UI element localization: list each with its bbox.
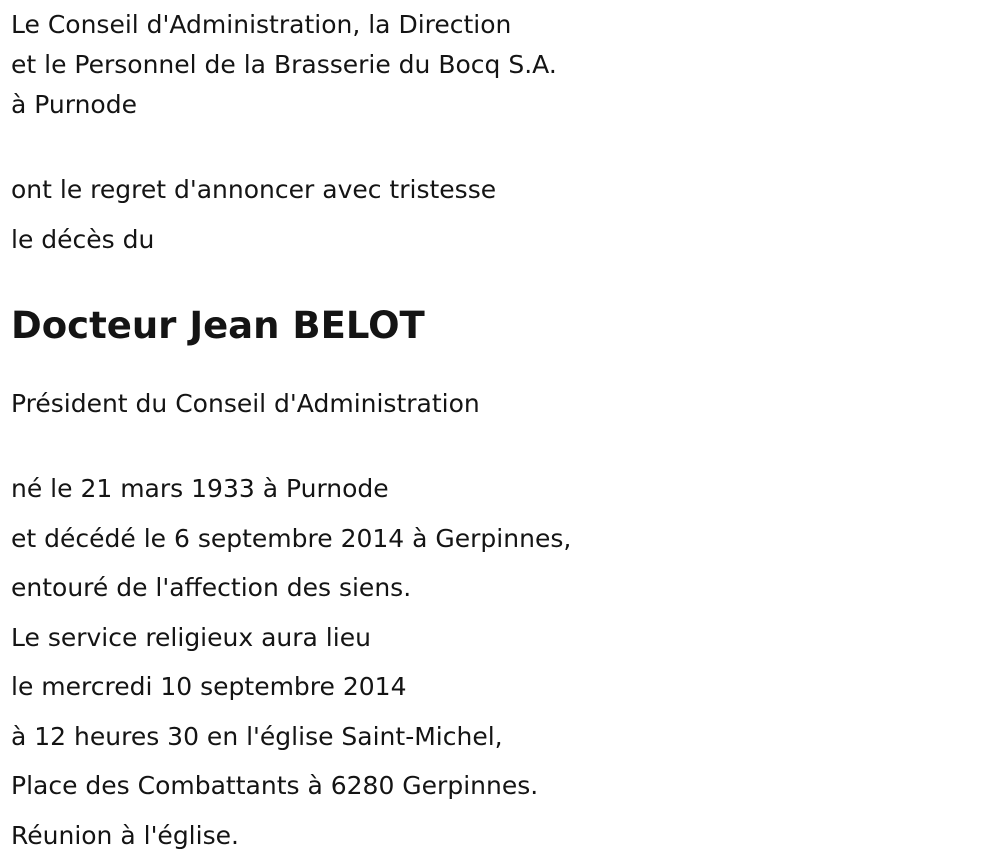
detail-line: Le service religieux aura lieu bbox=[11, 622, 371, 652]
announcement-block bbox=[11, 165, 991, 264]
detail-line: né le 21 mars 1933 à Purnode bbox=[11, 474, 389, 503]
detail-line: Réunion à l'église. bbox=[11, 820, 239, 850]
death-notice bbox=[11, 0, 991, 860]
detail-line: Place des Combattants à 6280 Gerpinnes. bbox=[11, 771, 539, 800]
deceased-role: Président du Conseil d'Administration bbox=[11, 389, 480, 418]
detail-line: le mercredi 10 septembre 2014 bbox=[11, 672, 407, 701]
detail-line: à 12 heures 30 en l'église Saint-Michel, bbox=[11, 721, 503, 751]
announcement-line: ont le regret d'annoncer avec tristesse bbox=[11, 175, 497, 204]
detail-line: entouré de l'affection des siens. bbox=[11, 573, 412, 602]
header-line: à Purnode bbox=[11, 90, 137, 119]
header-line: Le Conseil d'Administration, la Direction bbox=[11, 10, 512, 39]
header-line: et le Personnel de la Brasserie du Bocq S.A. bbox=[11, 50, 557, 79]
detail-line: et décédé le 6 septembre 2014 à Gerpinnes, bbox=[11, 523, 572, 553]
announcement-line: le décès du bbox=[11, 224, 155, 254]
header-block bbox=[11, 5, 991, 125]
deceased-name: Docteur Jean BELOT bbox=[11, 304, 425, 347]
details-block bbox=[11, 464, 991, 860]
